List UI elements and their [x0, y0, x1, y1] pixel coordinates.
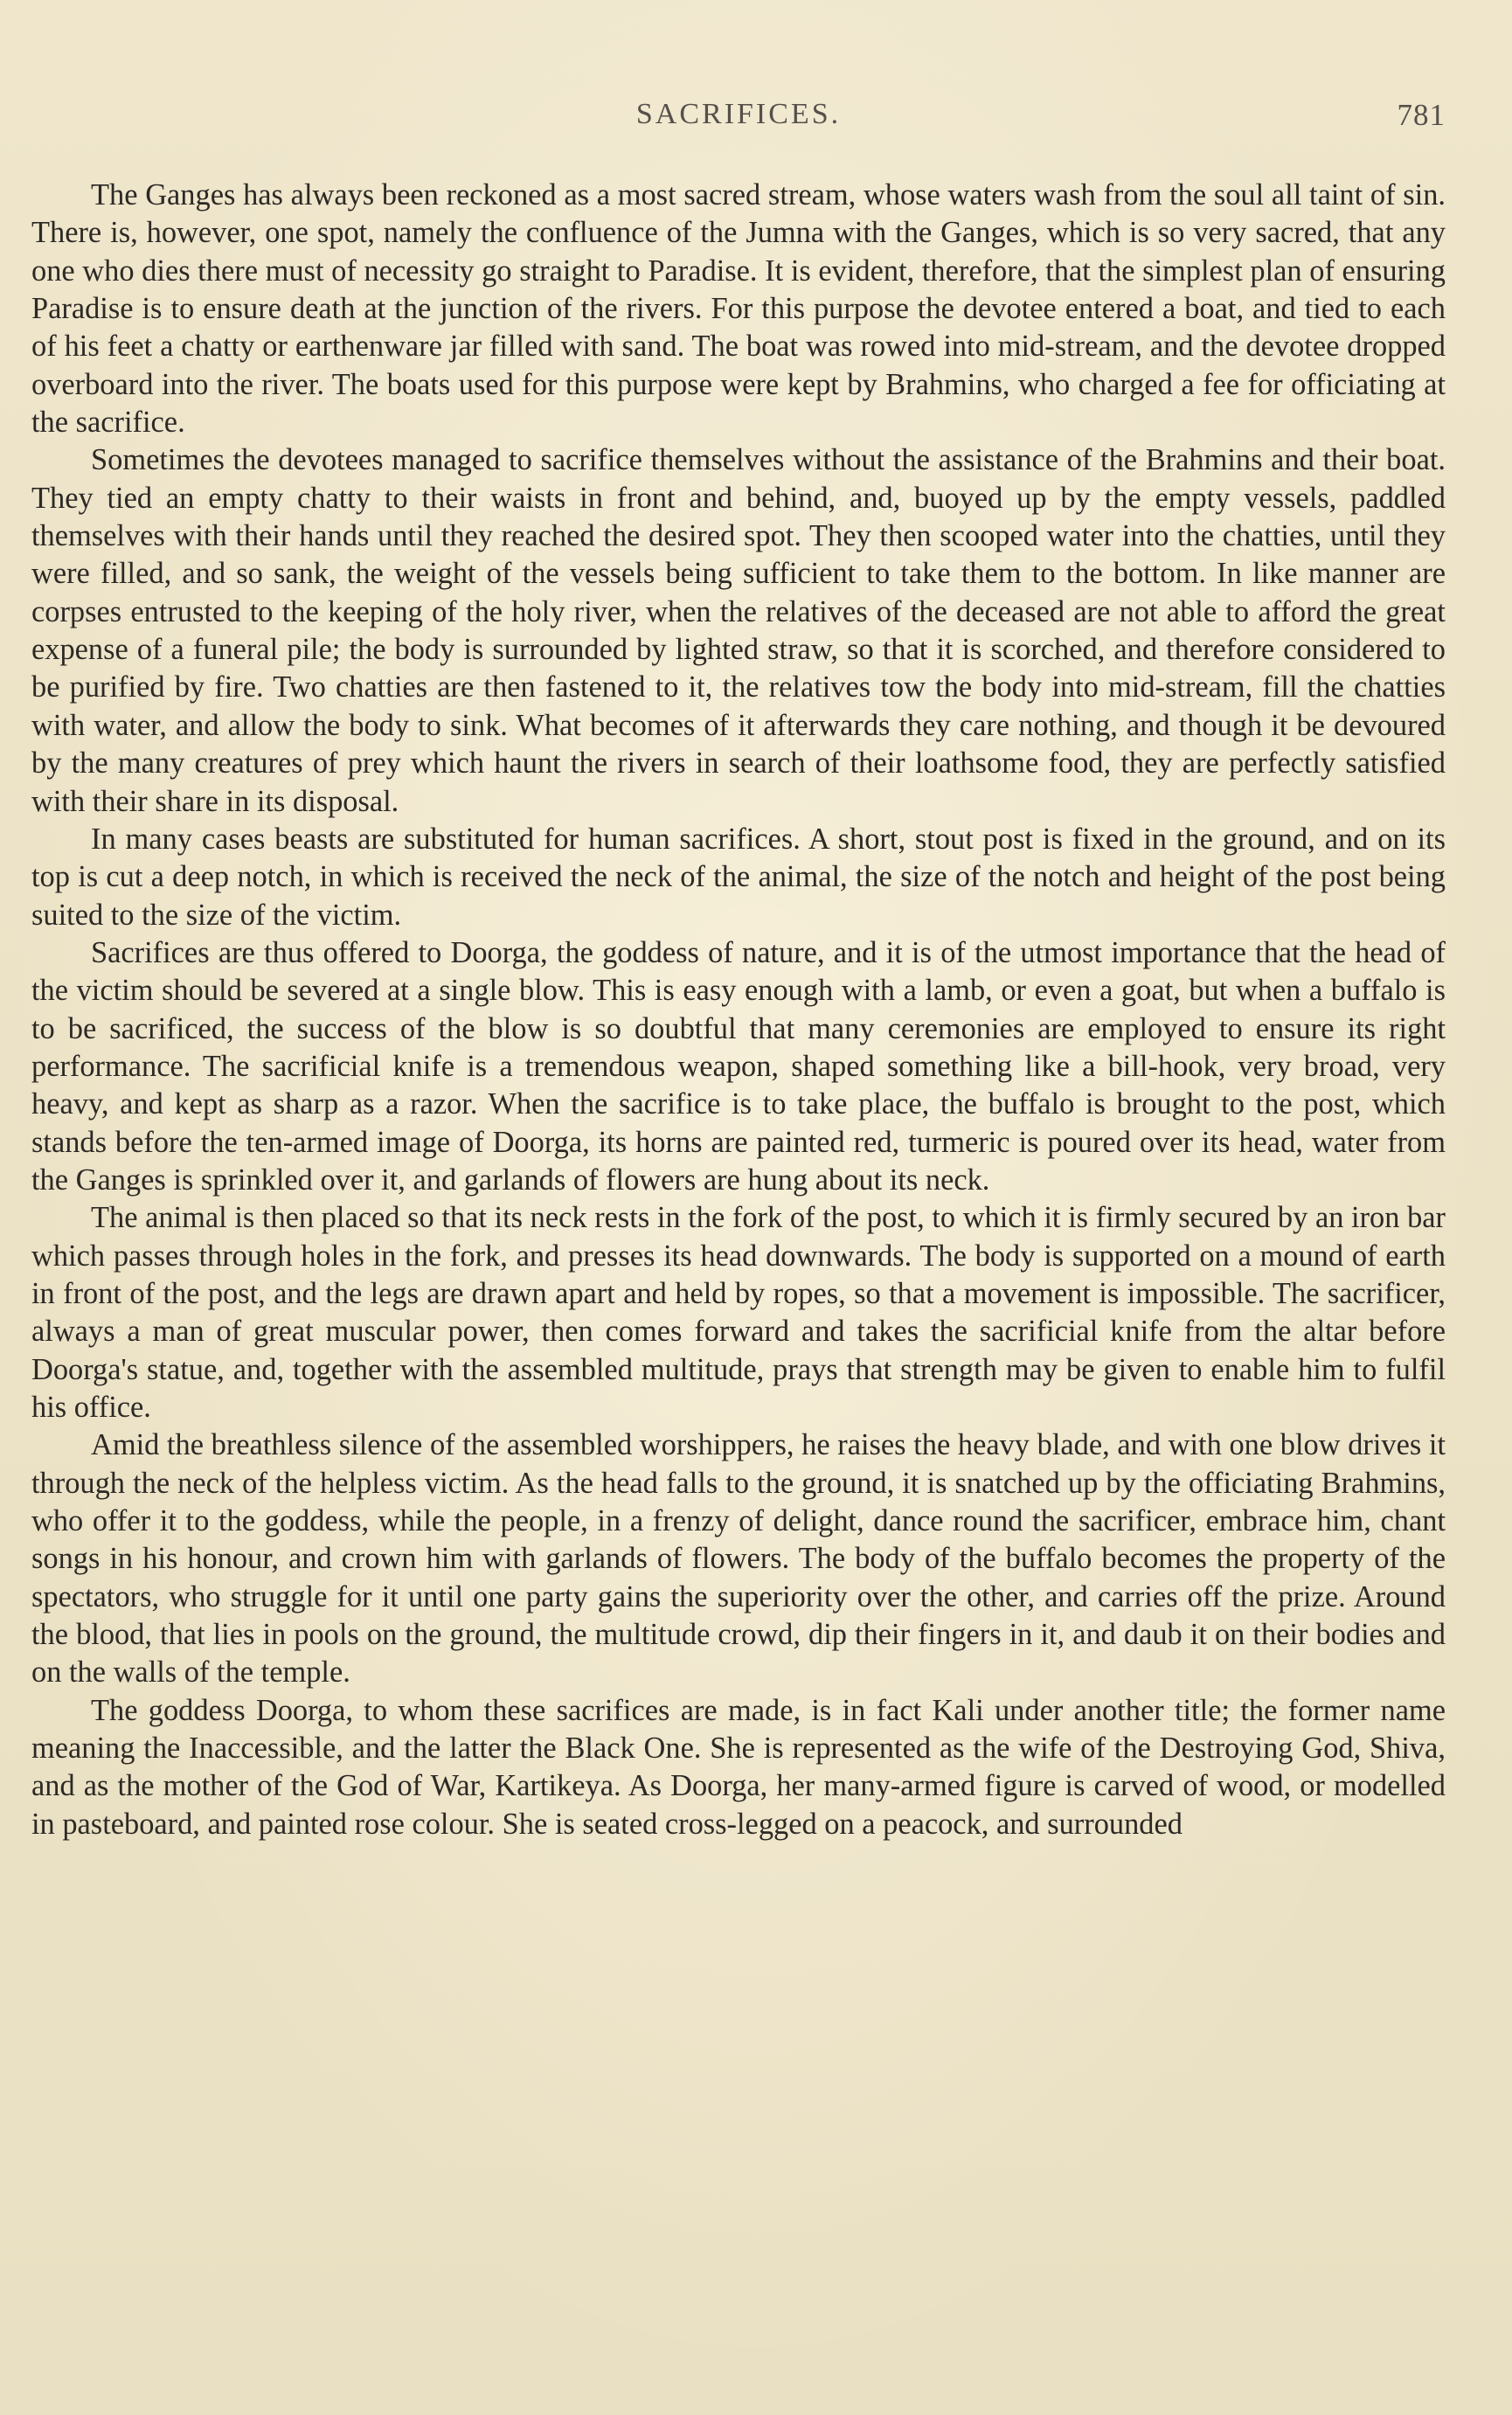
running-title: SACRIFICES.	[635, 98, 842, 130]
page-number: 781	[1397, 98, 1446, 132]
running-header	[31, 98, 1446, 143]
body-text	[31, 177, 1446, 1843]
paragraph: The Ganges has always been reckoned as a most sacred stream, whose waters wash from the soul all taint of sin. There is, however, one spot, namely the confluence of the Jumna with the Ganges, which is so very sacred, that any one who dies there must of necessity go straight to Paradise. It is evident, therefore, that the simplest plan of ensuring Paradise is to ensure death at the junction of the rivers. For this purpose the devotee entered a boat, and tied to each of his feet a chatty or earthenware jar filled with sand. The boat was rowed into mid-stream, and the devotee dropped overboard into the river. The boats used for this purpose were kept by Brahmins, who charged a fee for officiating at the sacrifice.	[31, 178, 1446, 440]
paragraph: Sacrifices are thus offered to Doorga, the goddess of nature, and it is of the utmost importance that the head of the victim should be severed at a single blow. This is easy enough with a lamb, or even a goat, but when a buffalo is to be sacrificed, the success of the blow is so doubtful that many ceremonies are employed to ensure its right performance. The sacrificial knife is a tremendous weapon, shaped something like a bill-hook, very broad, very heavy, and kept as sharp as a razor. When the sacrifice is to take place, the buffalo is brought to the post, which stands before the ten-armed image of Doorga, its horns are painted red, turmeric is poured over its head, water from the Ganges is sprinkled over it, and garlands of flowers are hung about its neck.	[31, 935, 1446, 1197]
paragraph: In many cases beasts are substituted for human sacrifices. A short, stout post is fixed in the ground, and on its top is cut a deep notch, in which is received the neck of the animal, the size of the notch and height of the post being suited to the size of the victim.	[31, 822, 1446, 932]
paragraph: The animal is then placed so that its neck rests in the fork of the post, to which it is firmly secured by an iron bar which passes through holes in the fork, and presses its head downwards. The body is supported on a mound of earth in front of the post, and the legs are drawn apart and held by ropes, so that a movement is impossible. The sacrificer, always a man of great muscular power, then comes forward and takes the sacrificial knife from the altar before Doorga's statue, and, together with the assembled multitude, prays that strength may be given to enable him to fulfil his office.	[31, 1201, 1446, 1424]
paragraph: Amid the breathless silence of the assembled worshippers, he raises the heavy blade, and with one blow drives it through the neck of the helpless victim. As the head falls to the ground, it is snatched up by the officiating Brahmins, who offer it to the goddess, while the people, in a frenzy of delight, dance round the sacrificer, embrace him, chant songs in his honour, and crown him with garlands of flowers. The body of the buffalo becomes the property of the spectators, who struggle for it until one party gains the superiority over the other, and carries off the prize. Around the blood, that lies in pools on the ground, the multitude crowd, dip their fingers in it, and daub it on their bodies and on the walls of the temple.	[31, 1428, 1446, 1690]
paragraph: Sometimes the devotees managed to sacrifice themselves without the assistance of the Brahmins and their boat. They tied an empty chatty to their waists in front and behind, and, buoyed up by the empty vessels, paddled themselves with their hands until they reached the desired spot. They then scooped water into the chatties, until they were filled, and so sank, the weight of the vessels being sufficient to take them to the bottom. In like manner are corpses entrusted to the keeping of the holy river, when the relatives of the deceased are not able to afford the great expense of a funeral pile; the body is surrounded by lighted straw, so that it is scorched, and therefore considered to be purified by fire. Two chatties are then fastened to it, the relatives tow the body into mid-stream, fill the chatties with water, and allow the body to sink. What becomes of it afterwards they care nothing, and though it be devoured by the many creatures of prey which haunt the rivers in search of their loathsome food, they are perfectly satisfied with their share in its disposal.	[31, 443, 1446, 818]
paragraph: The goddess Doorga, to whom these sacrifices are made, is in fact Kali under another title; the former name meaning the Inaccessible, and the latter the Black One. She is represented as the wife of the Destroying God, Shiva, and as the mother of the God of War, Kartikeya. As Doorga, her many-armed figure is carved of wood, or modelled in pasteboard, and painted rose colour. She is seated cross-legged on a peacock, and surrounded	[31, 1693, 1446, 1841]
